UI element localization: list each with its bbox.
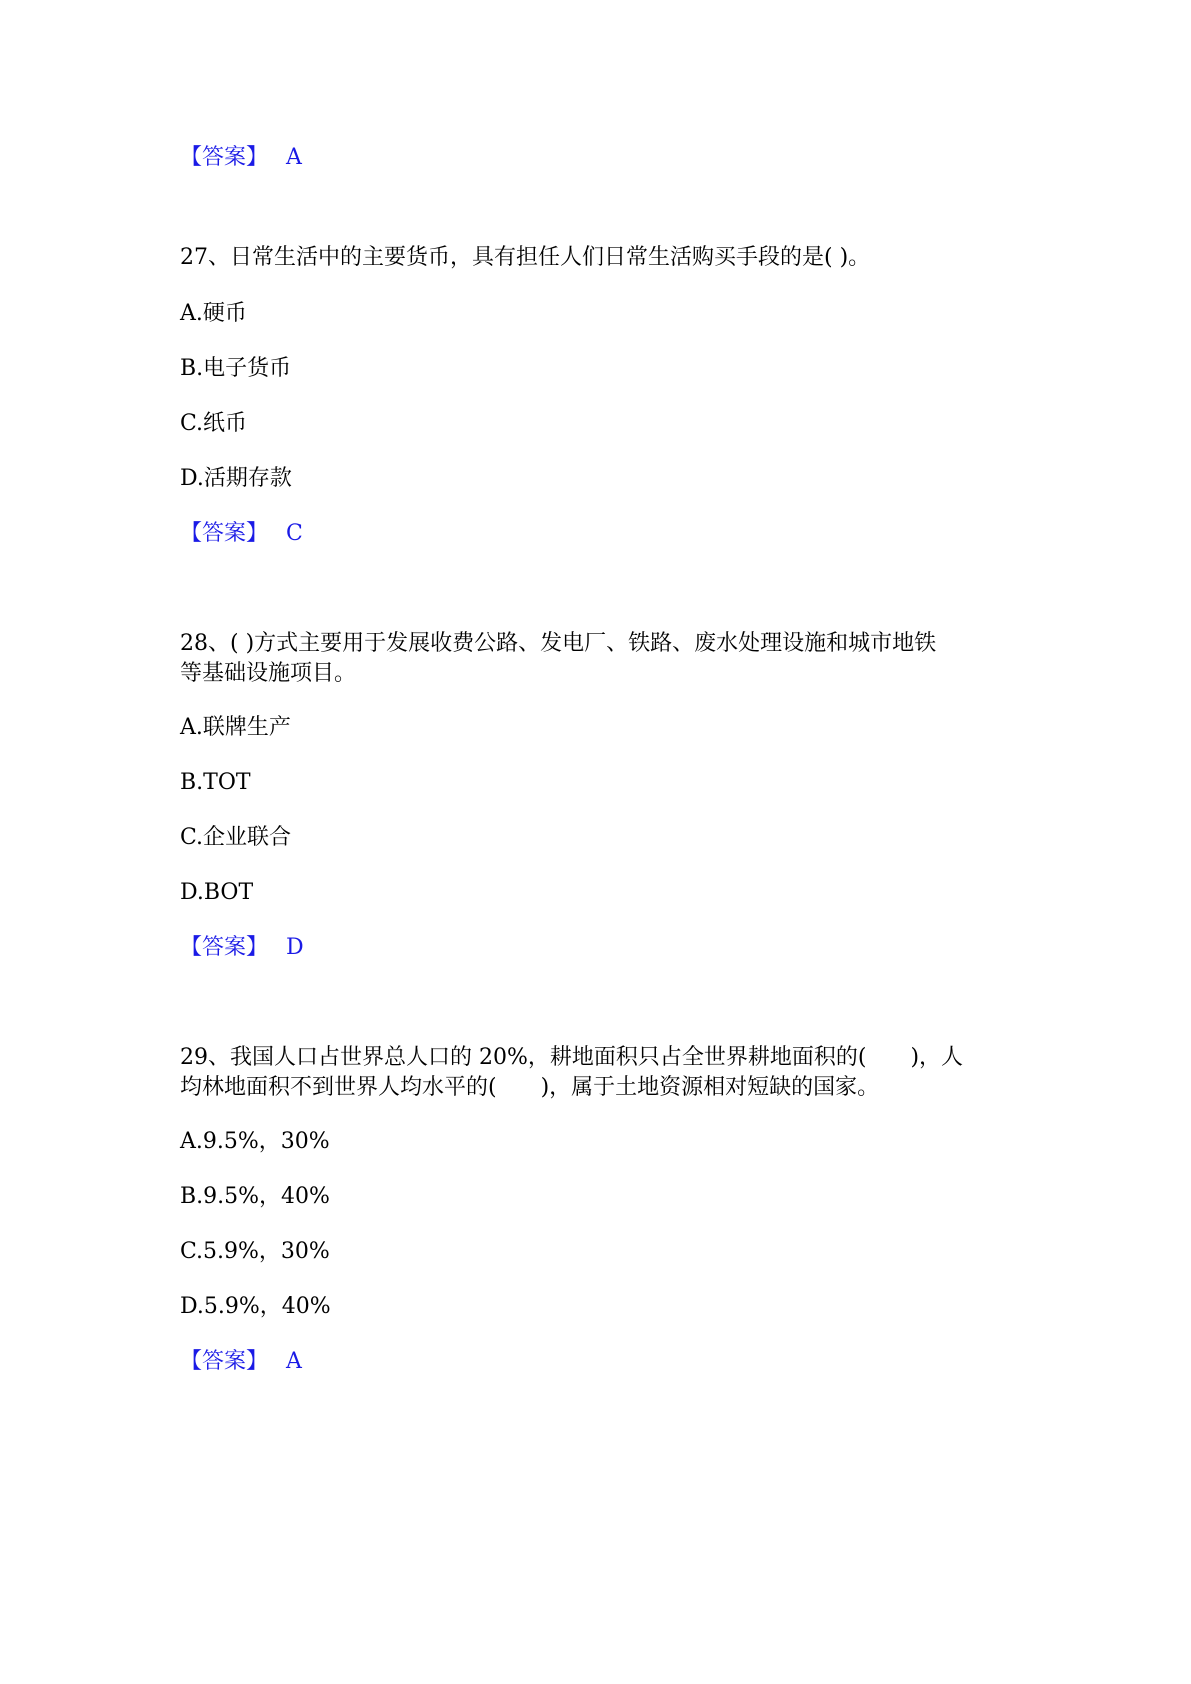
- question-27-option-c: C.纸币: [180, 411, 248, 436]
- answer-27: [180, 518, 303, 550]
- question-27-option-a: A.硬币: [180, 301, 247, 326]
- question-27-stem: 27、日常生活中的主要货币，具有担任人们日常生活购买手段的是( )。: [180, 245, 871, 270]
- question-29-option-a: A.9.5%，30%: [180, 1129, 330, 1154]
- answer-label: 【答案】: [180, 1349, 269, 1374]
- question-27-option-d: D.活期存款: [180, 466, 292, 491]
- question-29-option-d: D.5.9%，40%: [180, 1294, 331, 1319]
- question-28-option-b: B.TOT: [180, 770, 251, 795]
- answer-label: 【答案】: [180, 521, 269, 546]
- question-29-option-b: B.9.5%，40%: [180, 1184, 330, 1209]
- question-28-option-a: A.联牌生产: [180, 715, 291, 740]
- answer-letter: C: [286, 521, 303, 546]
- question-29-option-c: C.5.9%，30%: [180, 1239, 330, 1264]
- question-28-stem-line-1: 28、( )方式主要用于发展收费公路、发电厂、铁路、废水处理设施和城市地铁: [180, 631, 937, 656]
- question-29-stem-line-1: 29、我国人口占世界总人口的 20%，耕地面积只占全世界耕地面积的( )，人: [180, 1045, 964, 1070]
- answer-28: [180, 932, 304, 964]
- question-28-stem-line-2: 等基础设施项目。: [180, 661, 357, 686]
- answer-letter: D: [286, 935, 304, 960]
- answer-letter: A: [286, 145, 302, 170]
- answer-29: [180, 1346, 302, 1378]
- answer-letter: A: [286, 1349, 302, 1374]
- question-27-option-b: B.电子货币: [180, 356, 292, 381]
- answer-label: 【答案】: [180, 935, 269, 960]
- question-29-stem-line-2: 均林地面积不到世界人均水平的( )，属于土地资源相对短缺的国家。: [180, 1075, 880, 1100]
- answer-label: 【答案】: [180, 145, 269, 170]
- question-28-option-c: C.企业联合: [180, 825, 292, 850]
- answer-26: [180, 142, 302, 174]
- question-28-option-d: D.BOT: [180, 880, 254, 905]
